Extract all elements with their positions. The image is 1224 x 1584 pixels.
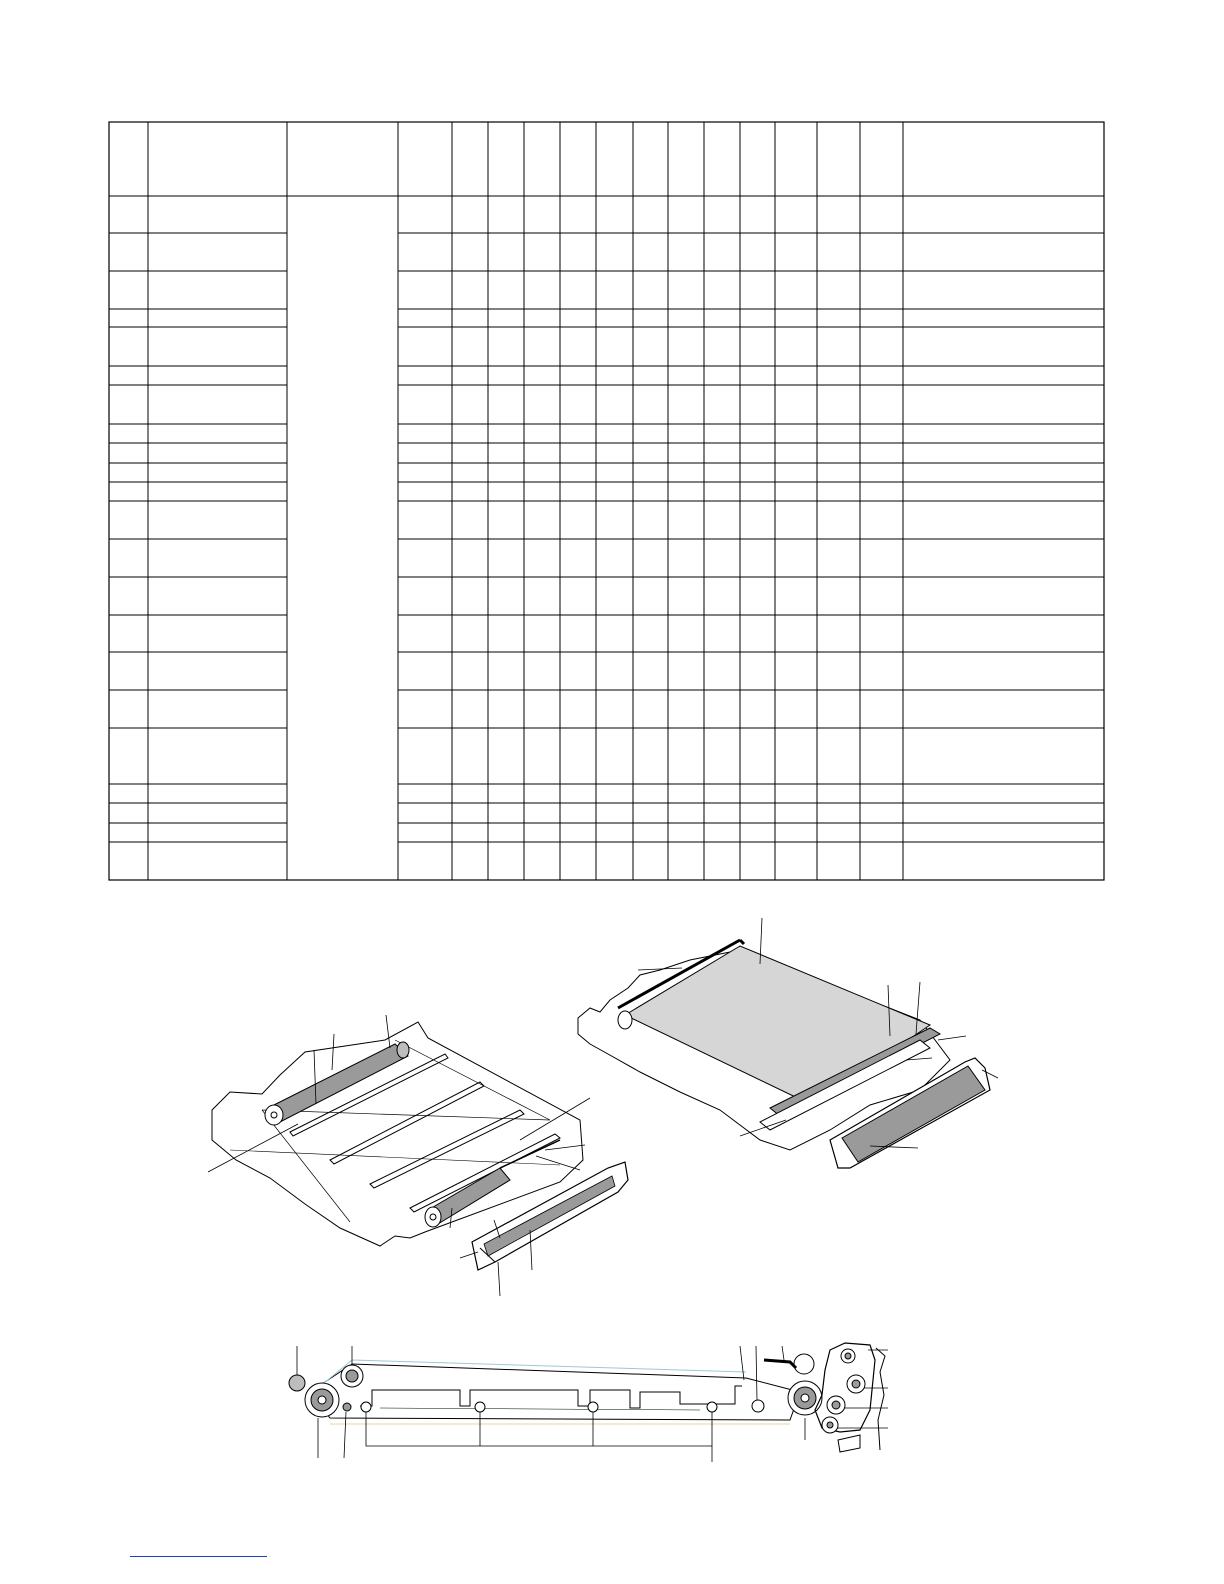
small-roller-1 <box>343 1403 351 1411</box>
secondary-transfer-unit <box>815 1343 885 1452</box>
left-drive-roller <box>305 1383 339 1417</box>
footer-link-underline[interactable] <box>130 1556 267 1557</box>
primary-roller-1 <box>475 1402 485 1412</box>
side-view-figure <box>289 1343 888 1462</box>
transfer-belt <box>625 946 930 1105</box>
right-drive-roller <box>788 1381 822 1415</box>
primary-roller-3 <box>707 1402 717 1412</box>
tension-roller <box>289 1375 305 1391</box>
gear-roller <box>341 1365 363 1387</box>
belt-path <box>310 1364 800 1420</box>
primary-roller-2 <box>588 1402 598 1412</box>
right-belt-unit-figure <box>578 918 998 1168</box>
small-roller-2 <box>361 1402 371 1412</box>
left-transfer-unit-figure <box>208 1015 628 1296</box>
idle-roller <box>752 1400 764 1412</box>
